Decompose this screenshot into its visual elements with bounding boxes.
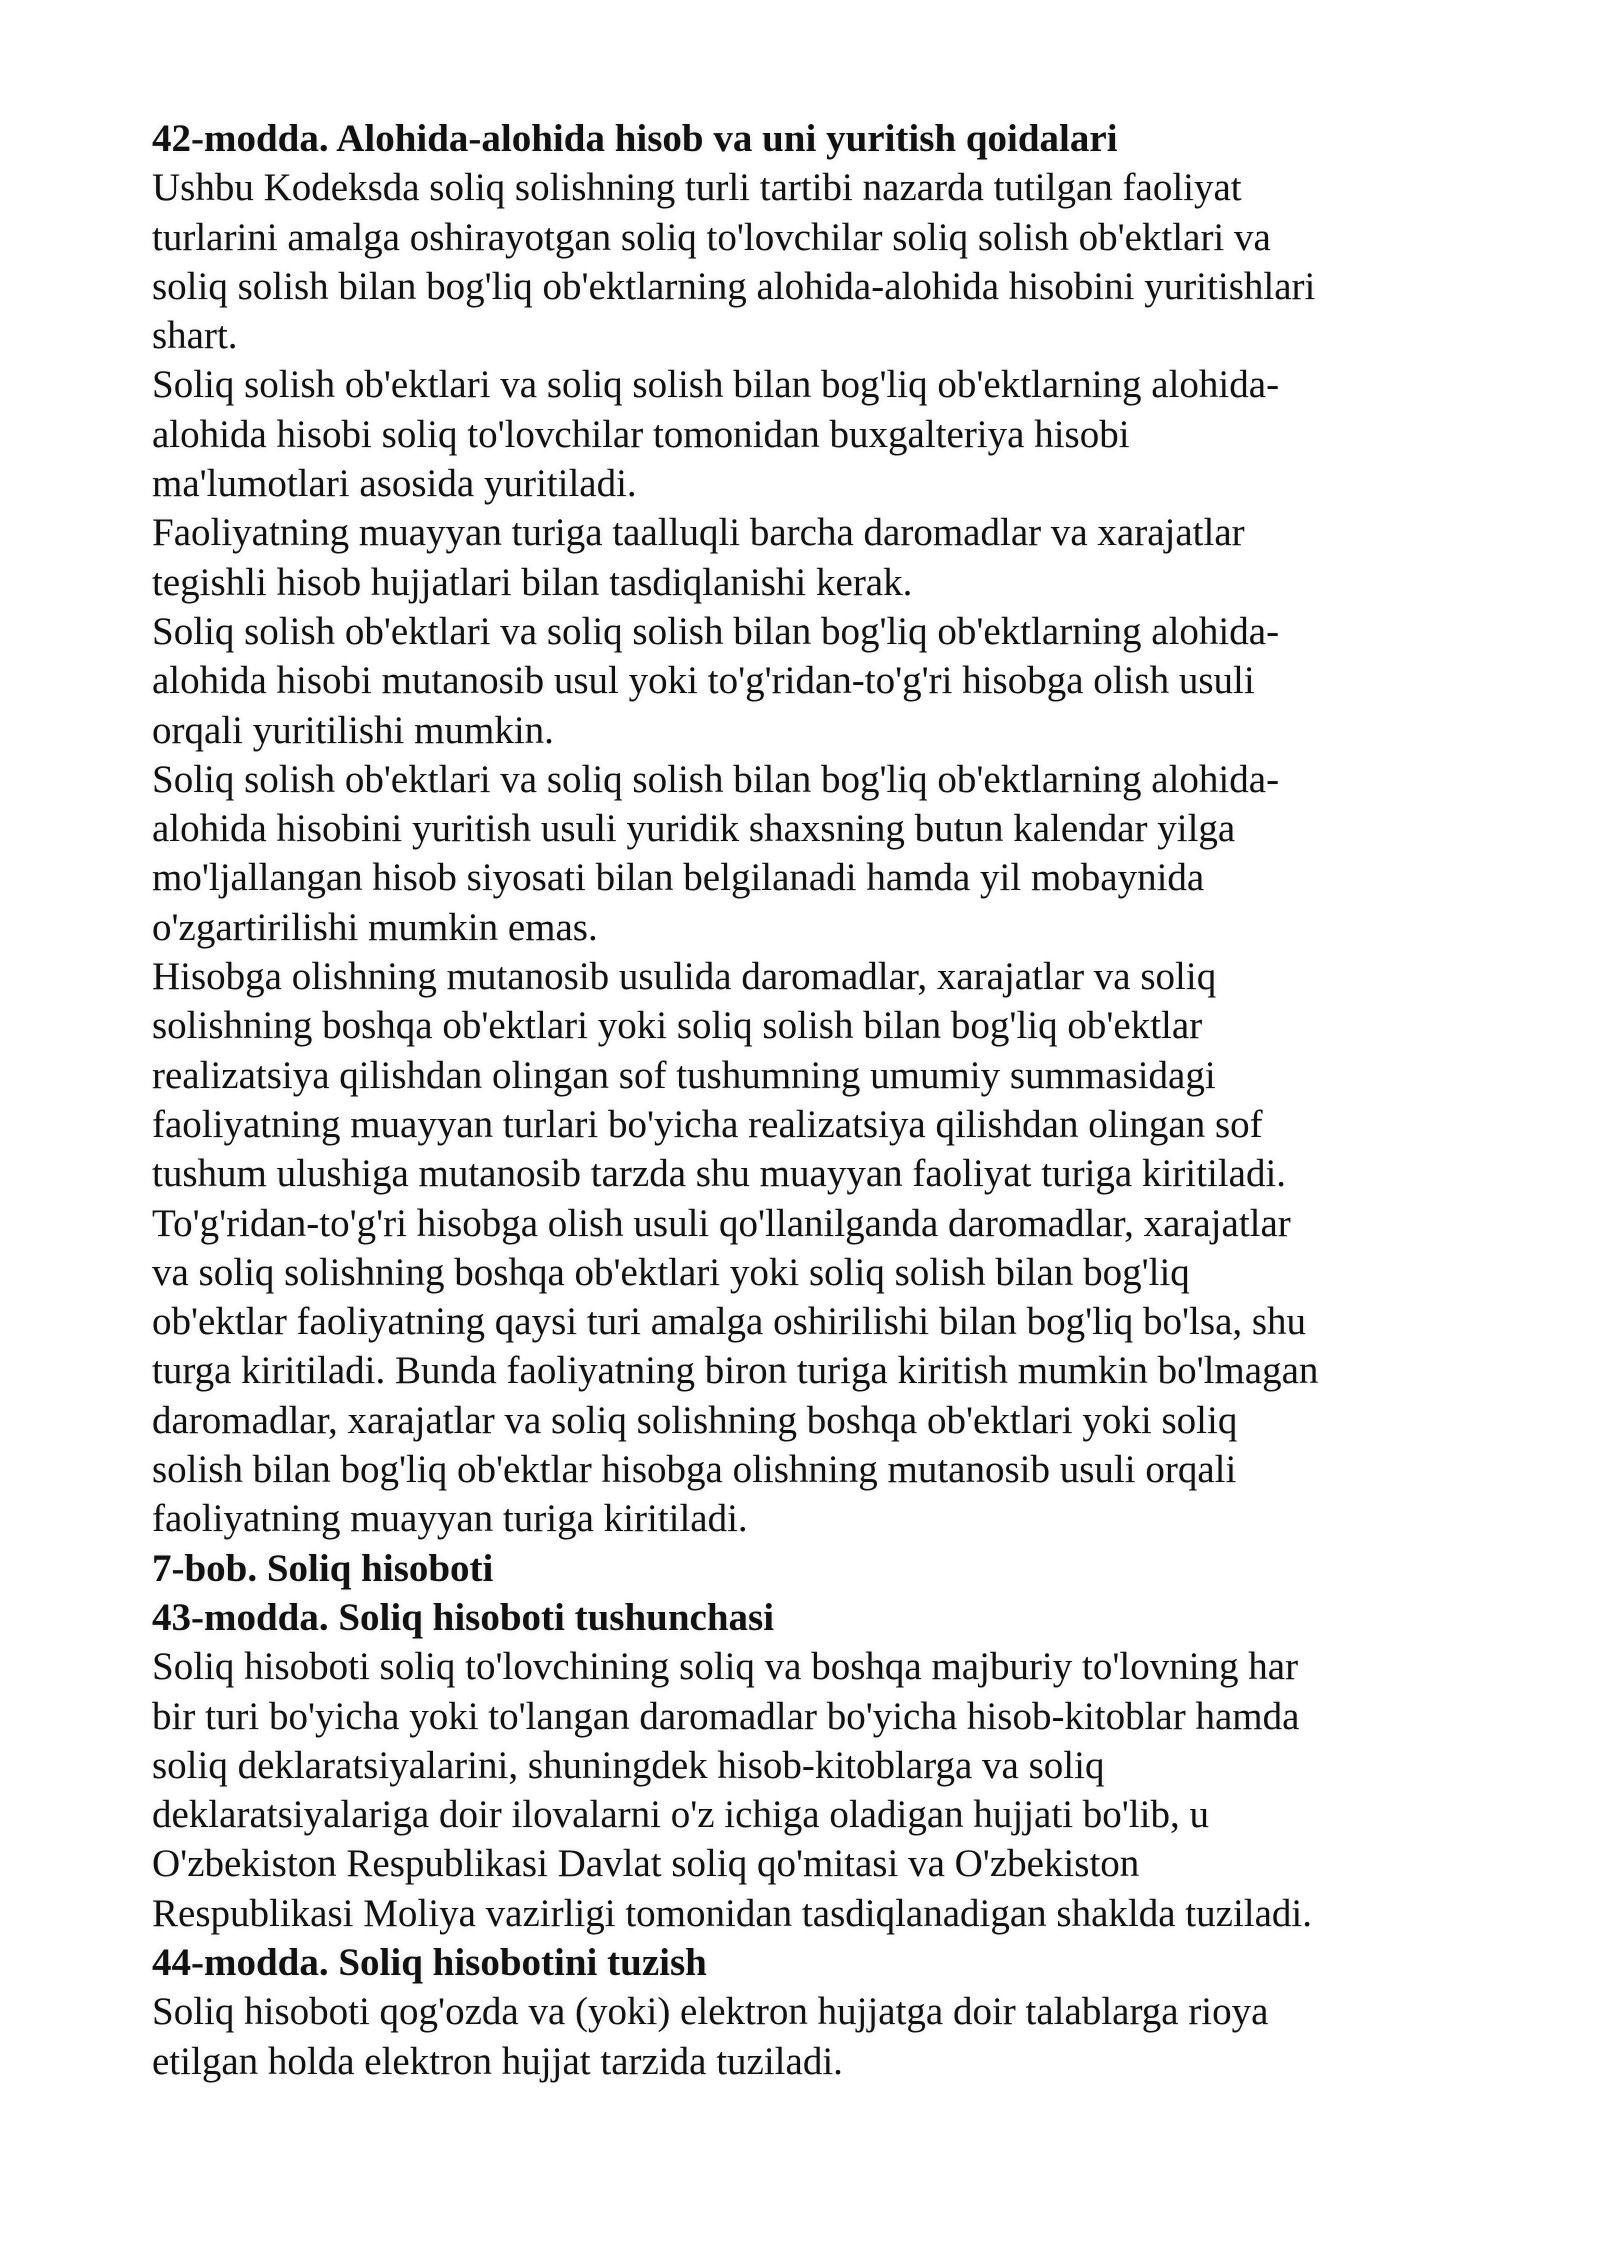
text-line: Soliq solish ob'ektlari va soliq solish bilan bog'liq ob'ektlarning alohida- — [152, 363, 1280, 407]
document-page — [152, 114, 1452, 2086]
text-line: Soliq hisoboti qog'ozda va (yoki) elektron hujjatga doir talablarga rioya — [152, 1990, 1269, 2034]
text-line: orqali yuritilishi mumkin. — [152, 708, 554, 752]
text-line: O'zbekiston Respublikasi Davlat soliq qo'mitasi va O'zbekiston — [152, 1842, 1140, 1886]
text-line: faoliyatning muayyan turlari bo'yicha realizatsiya qilishdan olingan sof — [152, 1102, 1263, 1146]
text-line: Respublikasi Moliya vazirligi tomonidan tasdiqlanadigan shaklda tuziladi. — [152, 1891, 1313, 1935]
text-line: Hisobga olishning mutanosib usulida daromadlar, xarajatlar va soliq — [152, 955, 1217, 999]
paragraph — [152, 607, 1452, 755]
paragraph — [152, 952, 1452, 1198]
text-line: solish bilan bog'liq ob'ektlar hisobga olishning mutanosib usuli orqali — [152, 1448, 1237, 1492]
text-line: Faoliyatning muayyan turiga taalluqli barcha daromadlar va xarajatlar — [152, 511, 1245, 555]
text-line: ma'lumotlari asosida yuritiladi. — [152, 462, 637, 506]
paragraph — [152, 508, 1452, 607]
article-43-heading — [152, 1593, 1452, 1642]
text-line: 44-modda. Soliq hisobotini tuzish — [152, 1940, 707, 1984]
text-line: Soliq hisoboti soliq to'lovchining soliq va boshqa majburiy to'lovning har — [152, 1645, 1299, 1689]
text-line: tushum ulushiga mutanosib tarzda shu muayyan faoliyat turiga kiritiladi. — [152, 1152, 1287, 1196]
text-line: Ushbu Kodeksda soliq solishning turli tartibi nazarda tutilgan faoliyat — [152, 166, 1242, 210]
text-line: alohida hisobi mutanosib usul yoki to'g'ridan-to'g'ri hisobga olish usuli — [152, 659, 1255, 703]
text-line: ob'ektlar faoliyatning qaysi turi amalga oshirilishi bilan bog'liq bo'lsa, shu — [152, 1300, 1307, 1344]
text-line: bir turi bo'yicha yoki to'langan daromadlar bo'yicha hisob-kitoblar hamda — [152, 1694, 1300, 1738]
text-line: realizatsiya qilishdan olingan sof tushumning umumiy summasidagi — [152, 1053, 1216, 1097]
text-line: mo'ljallangan hisob siyosati bilan belgilanadi hamda yil mobaynida — [152, 856, 1205, 900]
article-44-heading — [152, 1938, 1452, 1987]
text-line: tegishli hisob hujjatlari bilan tasdiqlanishi kerak. — [152, 560, 913, 604]
chapter-7-heading — [152, 1544, 1452, 1593]
text-line: shart. — [152, 314, 238, 358]
text-line: Soliq solish ob'ektlari va soliq solish bilan bog'liq ob'ektlarning alohida- — [152, 757, 1280, 801]
text-line: alohida hisobini yuritish usuli yuridik shaxsning butun kalendar yilga — [152, 807, 1236, 851]
text-line: 42-modda. Alohida-alohida hisob va uni yuritish qoidalari — [152, 117, 1118, 160]
paragraph — [152, 360, 1452, 508]
text-line: daromadlar, xarajatlar va soliq solishning boshqa ob'ektlari yoki soliq — [152, 1398, 1238, 1442]
article-42-heading — [152, 114, 1452, 163]
text-line: o'zgartirilishi mumkin emas. — [152, 905, 598, 949]
paragraph — [152, 1199, 1452, 1544]
text-line: To'g'ridan-to'g'ri hisobga olish usuli qo'llanilganda daromadlar, xarajatlar — [152, 1201, 1291, 1245]
text-line: turlarini amalga oshirayotgan soliq to'lovchilar soliq solish ob'ektlari va — [152, 215, 1271, 259]
text-line: 7-bob. Soliq hisoboti — [152, 1546, 494, 1590]
text-line: soliq solish bilan bog'liq ob'ektlarning alohida-alohida hisobini yuritishlari — [152, 264, 1316, 308]
paragraph — [152, 755, 1452, 952]
text-line: 43-modda. Soliq hisoboti tushunchasi — [152, 1595, 775, 1639]
paragraph — [152, 1642, 1452, 1938]
text-line: Soliq solish ob'ektlari va soliq solish bilan bog'liq ob'ektlarning alohida- — [152, 609, 1280, 653]
paragraph — [152, 1987, 1452, 2086]
text-line: solishning boshqa ob'ektlari yoki soliq solish bilan bog'liq ob'ektlar — [152, 1004, 1203, 1048]
paragraph — [152, 163, 1452, 360]
text-line: etilgan holda elektron hujjat tarzida tuziladi. — [152, 2039, 843, 2083]
text-line: faoliyatning muayyan turiga kiritiladi. — [152, 1497, 748, 1541]
text-line: va soliq solishning boshqa ob'ektlari yoki soliq solish bilan bog'liq — [152, 1250, 1190, 1294]
text-line: deklaratsiyalariga doir ilovalarni o'z ichiga oladigan hujjati bo'lib, u — [152, 1793, 1209, 1837]
text-line: soliq deklaratsiyalarini, shuningdek hisob-kitoblarga va soliq — [152, 1743, 1105, 1787]
text-line: turga kiritiladi. Bunda faoliyatning biron turiga kiritish mumkin bo'lmagan — [152, 1349, 1319, 1393]
text-line: alohida hisobi soliq to'lovchilar tomonidan buxgalteriya hisobi — [152, 412, 1130, 456]
